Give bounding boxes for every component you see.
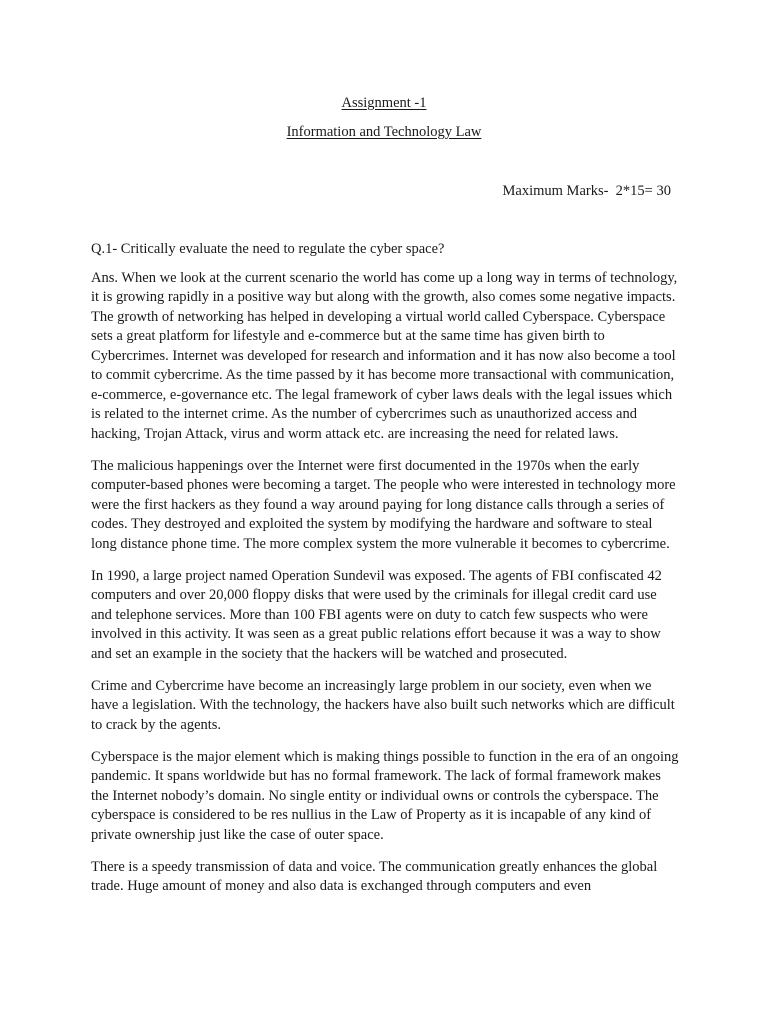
question-text: Q.1- Critically evaluate the need to regulate the cyber space? [91, 241, 445, 257]
answer-paragraph-4: Crime and Cybercrime have become an increasingly large problem in our society, even when we have a legislation. With the technology, the hackers have also built such networks which are difficult to crack by the agents. [91, 677, 675, 733]
document-body [91, 240, 681, 909]
answer-paragraph-3: In 1990, a large project named Operation Sundevil was exposed. The agents of FBI confiscated 42 computers and over 20,000 floppy disks that were used by the criminals for illegal credit card use and telephone services. More than 100 FBI agents were on duty to catch few suspects who were involved in this activity. It was seen as a great public relations effort because it was a way to show and set an example in the society that the hackers will be watched and prosecuted. [91, 567, 662, 662]
answer-paragraph-5: Cyberspace is the major element which is making things possible to function in the era of an ongoing pandemic. It spans worldwide but has no formal framework. The lack of formal framework makes the Internet nobody’s domain. No single entity or individual owns or controls the cyberspace. The cyberspace is considered to be res nullius in the Law of Property as it is incapable of any kind of private ownership just like the case of outer space. [91, 748, 679, 843]
course-title: Information and Technology Law [286, 124, 482, 140]
answer-paragraph-2: The malicious happenings over the Internet were first documented in the 1970s when the early computer-based phones were becoming a target. The people who were interested in technology more were the first hackers as they found a way around paying for long distance calls through a series of codes. They destroyed and exploited the system by modifying the hardware and software to steal long distance phone time. The more complex system the more vulnerable it becomes to cybercrime. [91, 457, 676, 552]
answer-paragraph-6: There is a speedy transmission of data and voice. The communication greatly enhances the global trade. Huge amount of money and also data is exchanged through computers and even [91, 858, 658, 894]
assignment-title: Assignment -1 [341, 95, 427, 111]
maximum-marks: Maximum Marks- 2*15= 30 [502, 183, 671, 199]
answer-paragraph-1: Ans. When we look at the current scenario the world has come up a long way in terms of technology, it is growing rapidly in a positive way but along with the growth, also comes some negative impacts. The growth of networking has helped in developing a virtual world called Cyberspace. Cyberspace sets a great platform for lifestyle and e-commerce but at the same time has given birth to Cybercrimes. Internet was developed for research and information and it has now also become a tool to commit cybercrime. As the time passed by it has become more transactional with communication, e-commerce, e-governance etc. The legal framework of cyber laws deals with the legal issues which is related to the internet crime. As the number of cybercrimes such as unauthorized access and hacking, Trojan Attack, virus and worm attack etc. are increasing the need for related laws. [91, 269, 678, 442]
